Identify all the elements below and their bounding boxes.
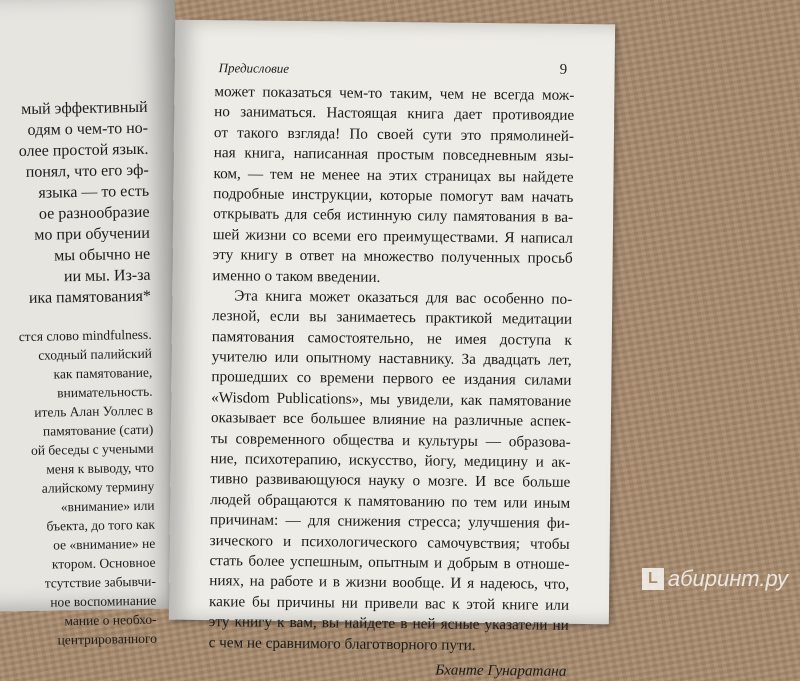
signature: Бханте Гунаратана <box>435 661 567 680</box>
text-line: ком, — тем не менее на этих страницах вы найдете <box>213 164 574 186</box>
left-page-line: ии мы. Из-за <box>63 266 151 286</box>
left-page-footnote-line: тсутствие забывчи- <box>44 573 157 591</box>
left-page-footnote-line: центрированного <box>57 630 158 648</box>
watermark-logo: L <box>642 568 664 590</box>
text-line: но заниматься. Настоящая книга дает противоядие <box>214 103 575 125</box>
left-page-line: мый эффективный <box>21 98 148 118</box>
page-number: 9 <box>559 61 568 78</box>
left-page-footnote-line: ой беседы с учеными <box>30 440 154 458</box>
left-page-line: мо при обучении <box>34 224 150 244</box>
text-line: эту книгу в ответ на множество полученных просьб <box>212 246 573 268</box>
left-page-footnote-line: итель Алан Уоллес в <box>34 402 154 420</box>
left-page-footnote-line: меня к выводу, что <box>46 459 155 477</box>
text-line: ние, психотерапию, искусство, йогу, медицину и ак- <box>210 450 571 471</box>
text-line: ная книга, написанная простым повседневным язы- <box>213 144 574 166</box>
left-page-footnote-line: «внимание» или <box>60 497 155 515</box>
text-line: именно о таком введении. <box>212 266 381 286</box>
text-line: тивно развивающуюся науку о мозге. И все больше <box>210 470 571 492</box>
text-line: от такого взгляда! По своей сути это прямолиней- <box>213 123 575 145</box>
text-line: эту книгу к вам, вы найдете в ней ясные указатели ни <box>208 613 569 635</box>
left-page-footnote-line: как памятование, <box>53 364 153 382</box>
body-text <box>208 82 574 681</box>
left-page-footnote-line: ое «внимание» не <box>53 535 156 553</box>
text-line: может показаться чем-то таким, чем не всегда мож- <box>214 83 575 104</box>
left-page-line: олее простой язык. <box>18 140 149 161</box>
left-page-footnote-line: бъекта, до того как <box>46 516 156 534</box>
text-line: стать более успешным, опытным и добрым в отноше- <box>209 552 570 573</box>
left-page <box>0 0 185 648</box>
text-line: причинам: — для снижения стресса; улучшения фи- <box>209 511 570 533</box>
left-page-line: ика памятования* <box>28 287 152 307</box>
text-line: открывать для себя истинную силу памятования в ва- <box>213 205 574 227</box>
left-page-line: ое разнообразие <box>38 203 150 223</box>
left-page-text <box>0 97 161 651</box>
left-page-footnote-line: памятование (сати) <box>42 421 154 439</box>
left-page-footnote-line: мание о необхо- <box>64 611 157 629</box>
running-head: Предисловие <box>218 60 290 76</box>
text-line: оказывает все большее влияние на различные аспек- <box>210 409 572 431</box>
left-page-line: понял, что его эф- <box>25 161 149 181</box>
text-line: с чем не сравнимого благотворного пути. <box>208 633 476 654</box>
text-line: какие бы причины ни привели вас к этой книге или <box>208 592 570 614</box>
text-line: памятования самостоятельно, не имея доступа к <box>211 327 572 349</box>
left-page-line: мы обычно не <box>54 245 151 265</box>
text-line: «Wisdom Publications», мы увидели, как памятование <box>211 388 572 410</box>
text-line: подробные инструкции, которые помогут вам начать <box>213 185 574 206</box>
text-line: шей жизни со всеми его преимуществами. Я написал <box>212 225 573 247</box>
left-page-line: одям о чем-то но- <box>27 119 149 139</box>
text-line: зического и психологического самочувствия; чтобы <box>209 531 570 553</box>
text-line: лезной, если вы занимаетесь практикой медитации <box>211 307 573 329</box>
watermark-text: абиринт.ру <box>667 566 788 591</box>
left-page-footnote-line: стся слово mindfulness. <box>18 326 152 345</box>
left-page-footnote-line: ное воспоминание <box>50 592 157 610</box>
left-page-footnote-line: ктором. Основное <box>51 554 156 572</box>
watermark <box>642 566 788 592</box>
left-page-footnote-line: алийскому термину <box>41 478 155 496</box>
text-line: учителю или опытному наставнику. За двадцать лет, <box>211 348 572 369</box>
text-line: Эта книга может оказаться для вас особенно по- <box>234 287 573 308</box>
text-line: людей обращаются к памятованию по тем или иным <box>210 490 571 512</box>
text-line: ты современного общества и культуры — образова- <box>210 429 571 451</box>
right-page <box>169 20 615 680</box>
left-page-footnote-line: внимательность. <box>57 383 153 401</box>
left-page-line: языка — то есть <box>38 182 150 202</box>
text-line: ниях, на работе и в жизни вообще. И я надеюсь, что, <box>209 572 570 594</box>
left-page-footnote-line: сходный палийский <box>38 345 153 363</box>
text-line: прошедших со времени первого ее издания силами <box>211 368 572 390</box>
